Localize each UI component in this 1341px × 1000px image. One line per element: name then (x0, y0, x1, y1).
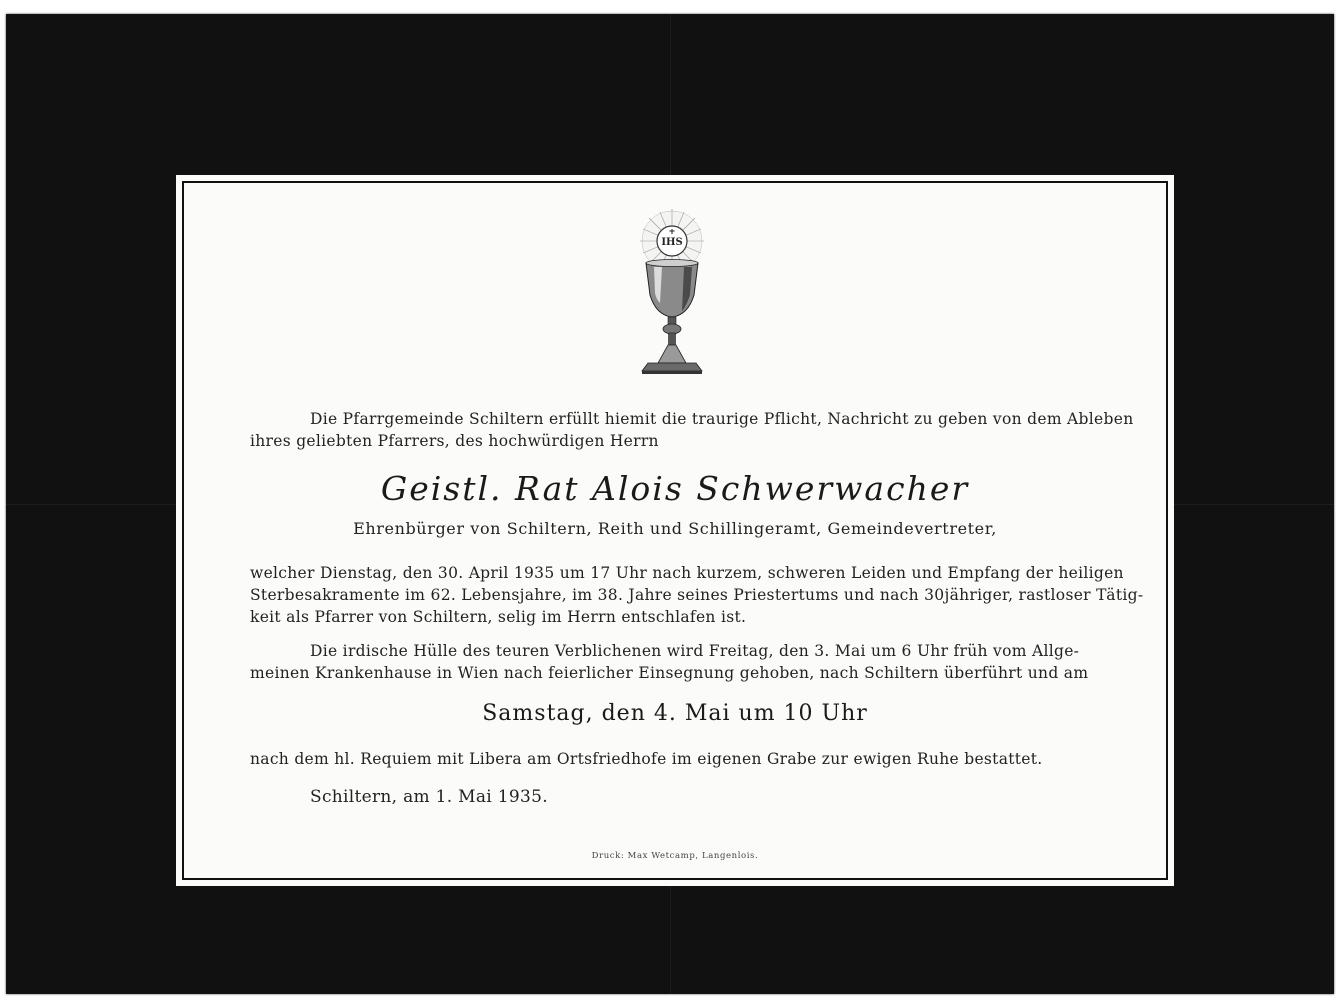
death-line-3: keit als Pfarrer von Schiltern, selig im Herrn entschlafen ist. (250, 608, 747, 626)
chalice-with-host-icon (622, 203, 722, 383)
funeral-date: Samstag, den 4. Mai um 10 Uhr (482, 701, 868, 726)
ihs-monogram: IHS (661, 237, 683, 248)
honors-line: Ehrenbürger von Schiltern, Reith und Schillingeramt, Gemeindevertreter, (353, 519, 997, 538)
intro-line-2: ihres geliebten Pfarrers, des hochwürdigen Herrn (250, 432, 659, 450)
transfer-line-2: meinen Krankenhause in Wien nach feierlicher Einsegnung gehoben, nach Schiltern überführt und am (250, 664, 1089, 682)
place-and-date: Schiltern, am 1. Mai 1935. (310, 787, 548, 807)
intro-line-1: Die Pfarrgemeinde Schiltern erfüllt hiemit die traurige Pflicht, Nachricht zu geben von dem Ableben (310, 410, 1134, 428)
printer-imprint: Druck: Max Wetcamp, Langenlois. (591, 851, 759, 861)
burial-line: nach dem hl. Requiem mit Libera am Ortsfriedhofe im eigenen Grabe zur ewigen Ruhe bestattet. (250, 750, 1043, 768)
transfer-line-1: Die irdische Hülle des teuren Verblichenen wird Freitag, den 3. Mai um 6 Uhr früh vom Allge- (310, 642, 1080, 660)
death-line-2: Sterbesakramente im 62. Lebensjahre, im 38. Jahre seines Priestertums und nach 30jähriger, rastloser Tätig- (250, 586, 1144, 604)
chalice (642, 260, 702, 375)
death-notice-card (176, 175, 1174, 886)
deceased-name: Geistl. Rat Alois Schwerwacher (380, 469, 970, 508)
death-line-1: welcher Dienstag, den 30. April 1935 um 17 Uhr nach kurzem, schweren Leiden und Empfang der heiligen (250, 564, 1124, 582)
